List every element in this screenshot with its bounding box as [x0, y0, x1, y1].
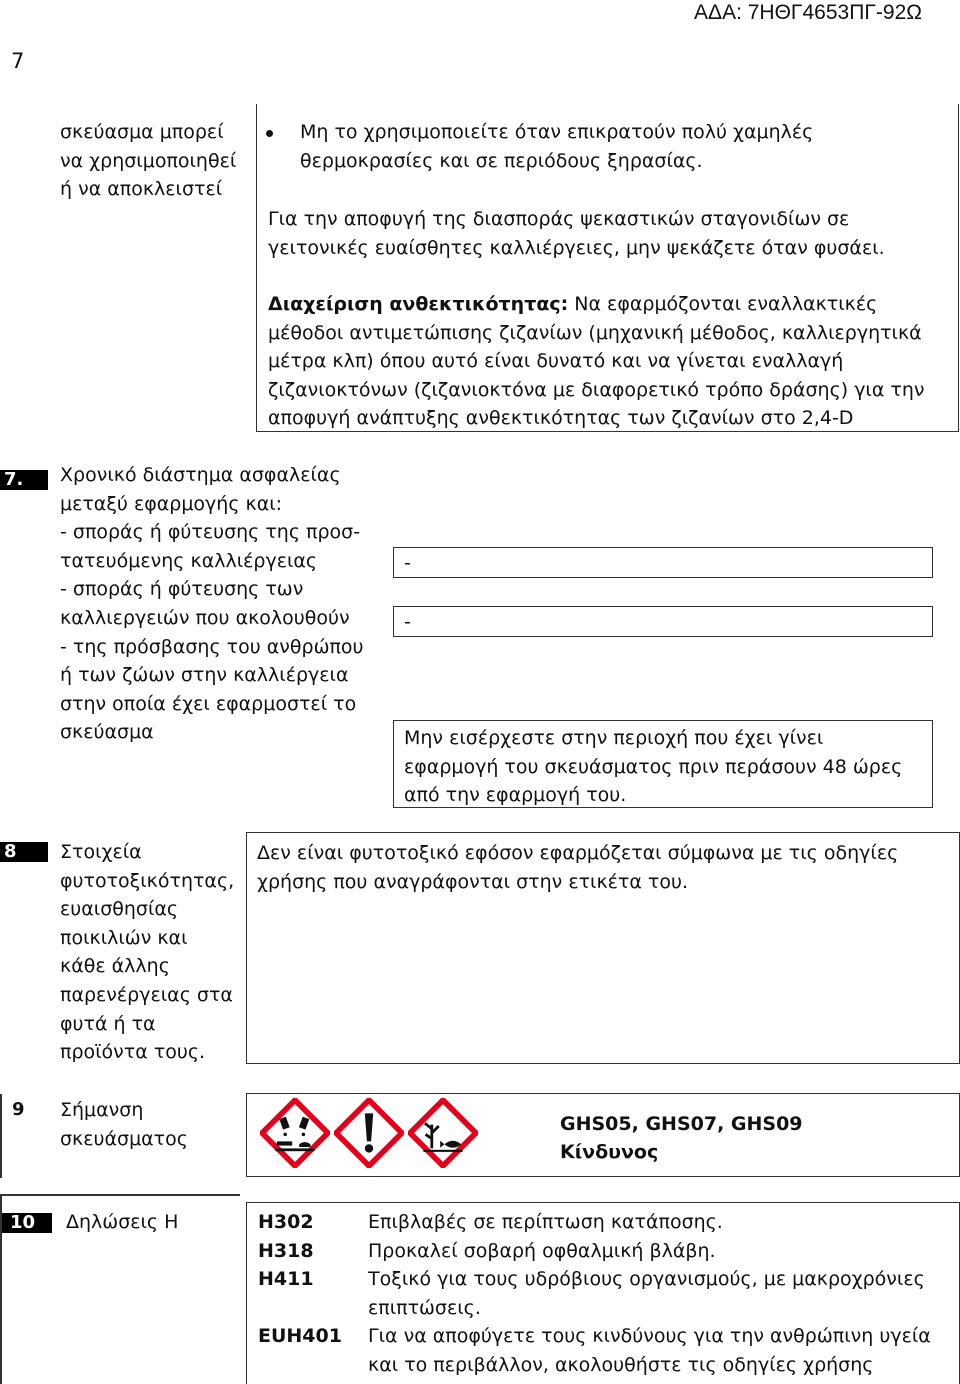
- drift-warning: [268, 205, 946, 262]
- row7-label-line: Χρονικό διάστημα ασφαλείας: [60, 464, 341, 486]
- row10-number: 10: [0, 1213, 52, 1233]
- row9-number: 9: [12, 1099, 25, 1120]
- row8-label-line: φυτοτοξικότητας,: [60, 869, 235, 892]
- row7-sowing-interval-box: [393, 547, 933, 578]
- row7-label-line: τατευόμενης καλλιέργειας: [60, 549, 318, 572]
- h-code: H302: [258, 1211, 314, 1233]
- row7-label-line: στην οποία έχει εφαρμοστεί το: [60, 692, 357, 715]
- row8-label-line: παρενέργειας στα: [60, 983, 233, 1006]
- h-text: Τοξικό για τους υδρόβιους οργανισμούς, με μακροχρόνιες: [368, 1268, 925, 1291]
- row8-content-box: [246, 832, 960, 1064]
- ghs-pictograms: [260, 1098, 478, 1168]
- row7-access-box: [393, 720, 933, 808]
- resistance-management: [268, 290, 946, 433]
- row8-label-line: προϊόντα τους.: [60, 1041, 206, 1064]
- ghs-codes: GHS05, GHS07, GHS09: [560, 1113, 803, 1135]
- row6-label-line: να χρησιμοποιηθεί: [60, 149, 237, 172]
- resistance-line: Να εφαρμόζονται εναλλακτικές: [574, 293, 878, 315]
- warning-line: Μη το χρησιμοποιείτε όταν επικρατούν πολύ χαμηλές: [300, 121, 814, 143]
- drift-line: γειτονικές ευαίσθητες καλλιέργειες, μην ψεκάζετε όταν φυσάει.: [268, 236, 885, 259]
- ghs09-environment-icon: [408, 1098, 478, 1168]
- following-crops-value: -: [404, 611, 411, 633]
- row8-label-line: ποικιλιών και: [60, 926, 188, 949]
- row9-label: [60, 1096, 240, 1153]
- h-code: H411: [258, 1268, 314, 1291]
- row8-label-line: φυτά ή τα: [60, 1012, 156, 1035]
- ghs05-corrosion-icon: [260, 1098, 330, 1168]
- h-code: EUH401: [258, 1325, 342, 1348]
- resistance-line: ζιζανιοκτόνων (ζιζανιοκτόνα με διαφορετικό τρόπο δράσης) για την: [268, 378, 925, 401]
- sowing-interval-value: -: [404, 552, 411, 574]
- row7-label-line: ή των ζώων στην καλλιέργεια: [60, 664, 349, 687]
- drift-line: Για την αποφυγή της διασποράς ψεκαστικών σταγονιδίων σε: [268, 208, 850, 230]
- row8-number: 8: [0, 842, 48, 862]
- h-statements-list: [258, 1208, 948, 1380]
- row8-label-line: Στοιχεία: [60, 841, 142, 863]
- row9-label-line: Σήμανση: [60, 1099, 144, 1121]
- h-code: H318: [258, 1239, 314, 1262]
- row9-left-border: [0, 1094, 2, 1178]
- h-statement-row: [258, 1265, 948, 1322]
- h-statement-row: [258, 1237, 948, 1266]
- row7-label-line: - σποράς ή φύτευσης της προσ-: [60, 521, 361, 544]
- document-id: ΑΔΑ: 7ΗΘΓ4653ΠΓ-92Ω: [694, 1, 922, 24]
- cold-drought-warning: [300, 118, 946, 175]
- resistance-line: μέτρα κλπ) όπου αυτό είναι δυνατό και να γίνεται εναλλαγή: [268, 350, 844, 373]
- h-text: και το περιβάλλον, ακολουθήστε τις οδηγίες χρήσης: [368, 1353, 874, 1376]
- resistance-line: μέθοδοι αντιμετώπισης ζιζανίων (μηχανική μέθοδος, καλλιεργητικά: [268, 321, 922, 344]
- bullet-icon: [266, 130, 273, 137]
- h-text: Προκαλεί σοβαρή οφθαλμική βλάβη.: [368, 1239, 716, 1262]
- page-number: 7: [11, 49, 25, 73]
- row9-label-line: σκευάσματος: [60, 1127, 188, 1150]
- row7-label-line: σκεύασμα: [60, 721, 154, 744]
- phytotoxicity-line: χρήσης που αναγράφονται στην ετικέτα του.: [257, 870, 689, 893]
- row7-following-crops-box: [393, 606, 933, 637]
- row8-label-line: ευαισθησίας: [60, 898, 179, 921]
- row7-label-line: μεταξύ εφαρμογής και:: [60, 492, 283, 515]
- h-text: Για να αποφύγετε τους κινδύνους για την ανθρώπινη υγεία: [368, 1325, 931, 1348]
- row8-label: [60, 838, 245, 1067]
- warning-line: θερμοκρασίες και σε περιόδους ξηρασίας.: [300, 149, 703, 172]
- row10-label: Δηλώσεις Η: [66, 1211, 179, 1233]
- h-text: Επιβλαβές σε περίπτωση κατάποσης.: [368, 1211, 723, 1233]
- row7-label: [60, 461, 380, 747]
- row6-label-line: σκεύασμα μπορεί: [60, 121, 224, 143]
- access-line: εφαρμογή του σκευάσματος πριν περάσουν 48 ώρες: [404, 755, 903, 778]
- h-text: επιπτώσεις.: [368, 1296, 481, 1319]
- row6-label: [60, 118, 240, 204]
- row7-label-line: - σποράς ή φύτευσης των: [60, 578, 304, 601]
- row7-number: 7.: [0, 470, 48, 490]
- phytotoxicity-line: Δεν είναι φυτοτοξικό εφόσον εφαρμόζεται σύμφωνα με τις οδηγίες: [257, 842, 899, 864]
- h-statement-row: [258, 1208, 948, 1237]
- row8-label-line: κάθε άλλης: [60, 955, 170, 978]
- row10-top-border: [0, 1194, 240, 1196]
- row7-label-line: - της πρόσβασης του ανθρώπου: [60, 635, 364, 658]
- row6-label-line: ή να αποκλειστεί: [60, 178, 223, 201]
- signal-word: Κίνδυνος: [560, 1141, 659, 1163]
- row10-left-border: [0, 1194, 2, 1384]
- access-line: από την εφαρμογή του.: [404, 784, 627, 807]
- ghs07-exclamation-icon: [334, 1098, 404, 1168]
- resistance-heading: Διαχείριση ανθεκτικότητας:: [268, 293, 569, 315]
- resistance-line: αποφυγή ανάπτυξης ανθεκτικότητας των ζιζανίων στο 2,4-D: [268, 407, 854, 430]
- access-line: Μην εισέρχεστε στην περιοχή που έχει γίνει: [404, 727, 824, 749]
- row7-label-line: καλλιεργειών που ακολουθούν: [60, 606, 350, 629]
- h-statement-row: [258, 1322, 948, 1379]
